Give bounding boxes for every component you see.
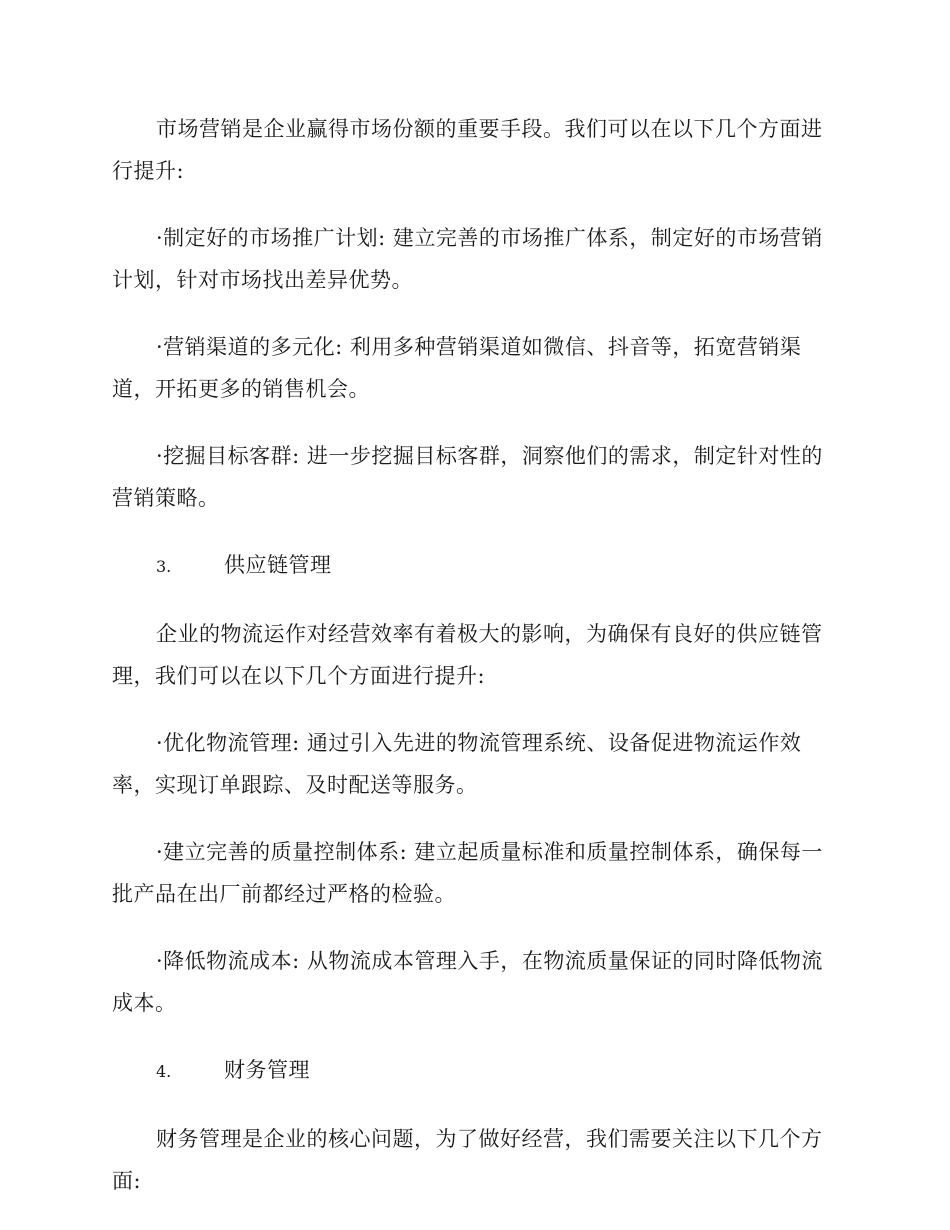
bullet-marketing-plan: ·制定好的市场推广计划: 建立完善的市场推广体系，制定好的市场营销计划，针对市场找出差异优势。 <box>112 226 823 292</box>
supply-chain-intro-paragraph: 企业的物流运作对经营效率有着极大的影响，为确保有良好的供应链管理，我们可以在以下几个方面进行提升: <box>112 622 823 688</box>
section-heading-supply-chain <box>112 544 832 588</box>
section-title: 供应链管理 <box>224 553 332 577</box>
marketing-intro-paragraph: 市场营销是企业赢得市场份额的重要手段。我们可以在以下几个方面进行提升: <box>112 117 823 183</box>
bullet-target-customers: ·挖掘目标客群: 进一步挖掘目标客群，洞察他们的需求，制定针对性的营销策略。 <box>112 444 823 510</box>
document-page <box>112 108 832 1227</box>
bullet-logistics-management: ·优化物流管理: 通过引入先进的物流管理系统、设备促进物流运作效率，实现订单跟踪、及时配送等服务。 <box>112 731 802 797</box>
bullet-quality-control: ·建立完善的质量控制体系: 建立起质量标准和质量控制体系，确保每一批产品在出厂前都经过严格的检验。 <box>112 840 823 906</box>
section-number: 4. <box>156 1062 172 1081</box>
finance-intro-paragraph: 财务管理是企业的核心问题，为了做好经营，我们需要关注以下几个方面: <box>112 1127 823 1193</box>
bullet-logistics-cost: ·降低物流成本: 从物流成本管理入手，在物流质量保证的同时降低物流成本。 <box>112 949 823 1015</box>
bullet-marketing-channels: ·营销渠道的多元化: 利用多种营销渠道如微信、抖音等，拓宽营销渠道，开拓更多的销售机会。 <box>112 335 802 401</box>
section-number: 3. <box>156 557 172 576</box>
section-title: 财务管理 <box>224 1058 310 1082</box>
section-heading-finance <box>112 1049 832 1093</box>
